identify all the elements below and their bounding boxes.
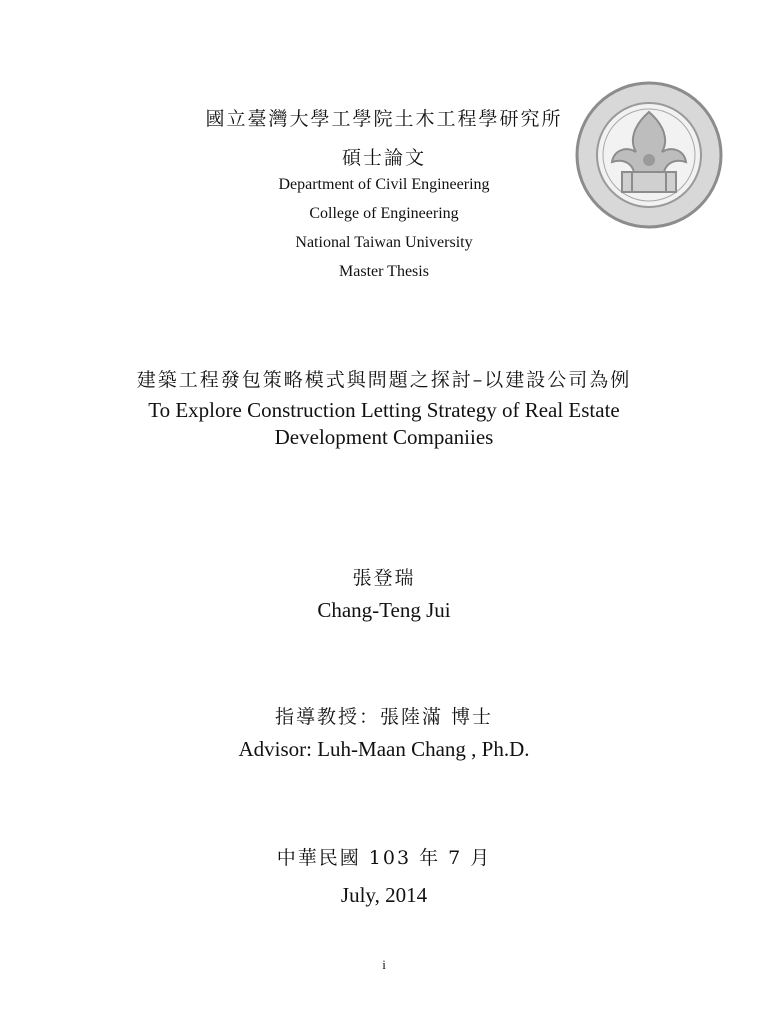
date-cn: 中華民國 103 年 7 月 [276,847,492,869]
thesis-title-en-line1: To Explore Construction Letting Strategy of Real Estate [148,398,620,422]
page-number: i [382,957,386,972]
department-name: Department of Civil Engineering [278,176,490,193]
university-name: National Taiwan University [295,234,473,251]
degree-type: Master Thesis [339,263,429,280]
date-en: July, 2014 [340,883,428,907]
advisor-cn: 指導教授：張陸滿 博士 [274,706,494,728]
thesis-title-en-line2: Development Companiies [274,425,494,449]
degree-cn: 碩士論文 [341,147,426,169]
author-name-cn: 張登瑞 [352,567,416,589]
advisor-en: Advisor: Luh-Maan Chang , Ph.D. [238,737,530,761]
thesis-title-cn: 建築工程發包策略模式與問題之探討–以建設公司為例 [136,369,632,391]
college-name: College of Engineering [309,205,459,222]
university-name-cn: 國立臺灣大學工學院土木工程學研究所 [205,108,563,130]
author-name-en: Chang-Teng Jui [317,598,451,622]
